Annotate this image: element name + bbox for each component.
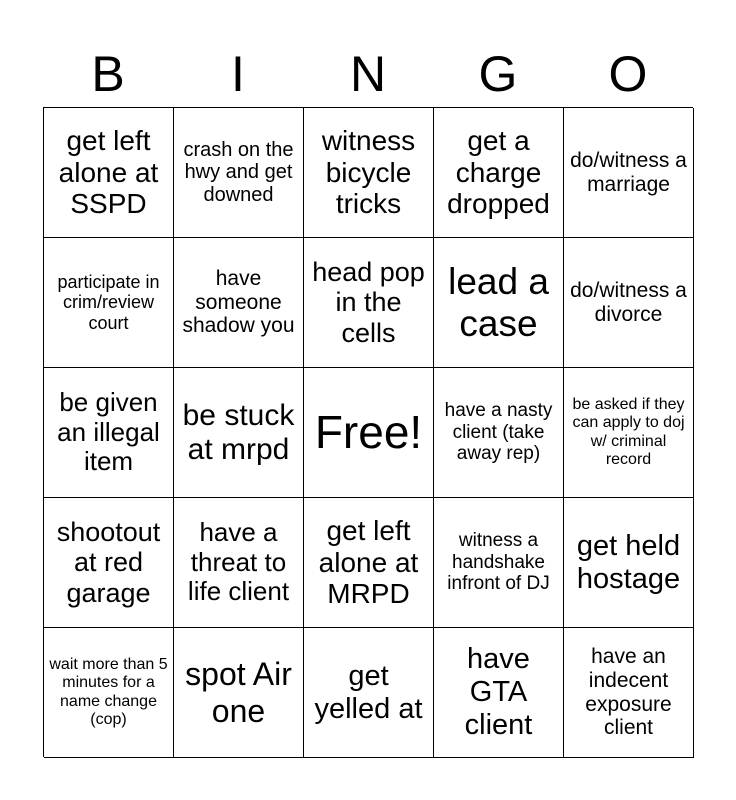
bingo-header — [43, 40, 693, 108]
bingo-cell[interactable]: shootout at red garage — [44, 498, 174, 628]
bingo-cell[interactable]: be given an illegal item — [44, 368, 174, 498]
free-space-cell[interactable]: Free! — [304, 368, 434, 498]
header-letter-n: N — [349, 46, 387, 102]
bingo-cell[interactable]: spot Air one — [174, 628, 304, 758]
bingo-cell[interactable]: witness a handshake infront of DJ — [434, 498, 564, 628]
bingo-board — [43, 107, 693, 757]
bingo-cell[interactable]: be stuck at mrpd — [174, 368, 304, 498]
bingo-cell[interactable]: get held hostage — [564, 498, 694, 628]
bingo-cell[interactable]: have a threat to life client — [174, 498, 304, 628]
bingo-cell[interactable]: get a charge dropped — [434, 108, 564, 238]
header-letter-g: G — [478, 46, 518, 102]
bingo-cell[interactable]: be asked if they can apply to doj w/ criminal record — [564, 368, 694, 498]
header-letter-i: I — [231, 46, 245, 102]
bingo-cell[interactable]: head pop in the cells — [304, 238, 434, 368]
bingo-cell[interactable]: crash on the hwy and get downed — [174, 108, 304, 238]
bingo-cell[interactable]: witness bicycle tricks — [304, 108, 434, 238]
bingo-cell[interactable]: participate in crim/review court — [44, 238, 174, 368]
bingo-cell[interactable]: get left alone at MRPD — [304, 498, 434, 628]
bingo-cell[interactable]: have a nasty client (take away rep) — [434, 368, 564, 498]
bingo-cell[interactable]: get left alone at SSPD — [44, 108, 174, 238]
header-letter-b: B — [91, 46, 125, 102]
bingo-cell[interactable]: have someone shadow you — [174, 238, 304, 368]
bingo-cell[interactable]: lead a case — [434, 238, 564, 368]
header-letter-o: O — [608, 46, 648, 102]
bingo-cell[interactable]: have an indecent exposure client — [564, 628, 694, 758]
bingo-cell[interactable]: wait more than 5 minutes for a name change (cop) — [44, 628, 174, 758]
bingo-cell[interactable]: do/witness a marriage — [564, 108, 694, 238]
bingo-cell[interactable]: do/witness a divorce — [564, 238, 694, 368]
bingo-cell[interactable]: get yelled at — [304, 628, 434, 758]
bingo-cell[interactable]: have GTA client — [434, 628, 564, 758]
